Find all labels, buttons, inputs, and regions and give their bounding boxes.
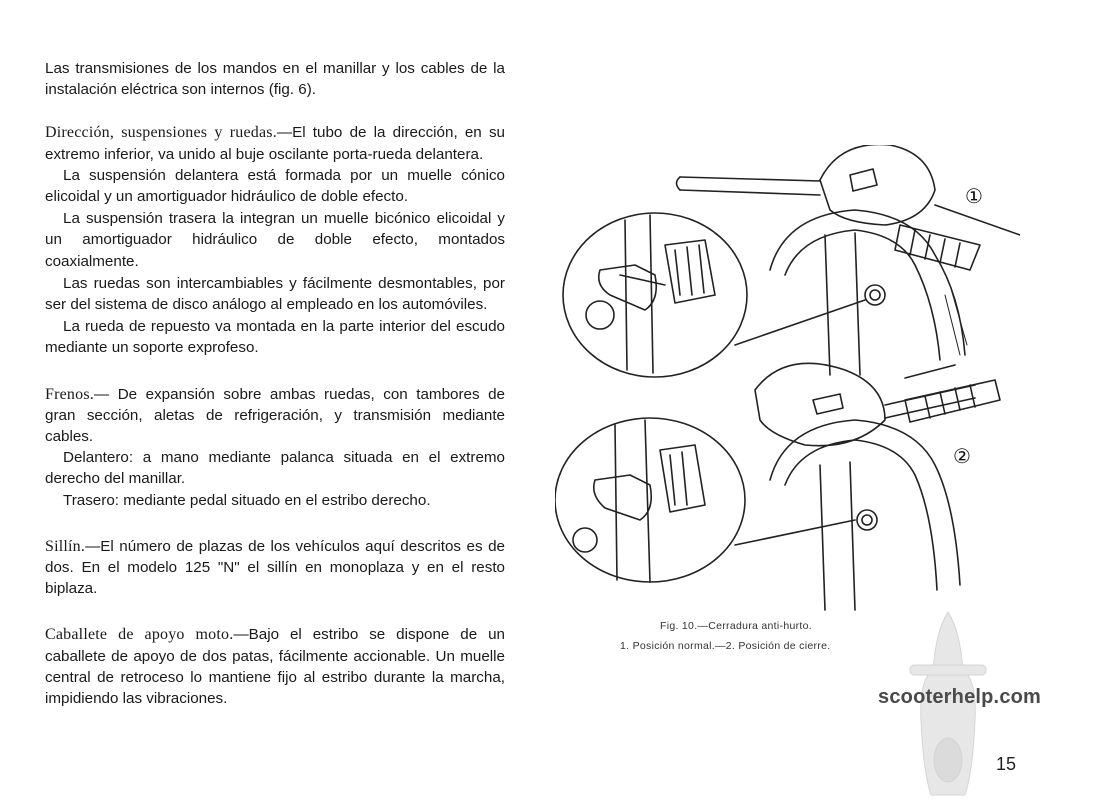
page-number: 15: [996, 754, 1017, 774]
direccion-p4: Las ruedas son intercambiables y fácilmente desmontables, por ser del sistema de disco análogo al empleado en los automóviles.: [45, 274, 505, 314]
watermark-text: scooterhelp.com: [878, 686, 1042, 708]
frenos-heading: Frenos.: [45, 385, 94, 403]
figure-label-2: ②: [953, 444, 971, 468]
figure-caption: [620, 616, 920, 656]
frenos-p2: Delantero: a mano mediante palanca situada en el extremo derecho del manillar.: [45, 449, 505, 488]
caballete-heading: Caballete de apoyo moto.: [45, 626, 234, 644]
sillin-heading: Sillín.: [45, 537, 86, 555]
sillin-paragraph: [45, 536, 505, 600]
sillin-text: —El número de plazas de los vehículos aquí descritos es de dos. En el modelo 125 "N" el sillín en monoplaza y en el resto biplaza.: [45, 537, 505, 598]
caballete-paragraph: [45, 624, 505, 709]
frenos-text: — De expansión sobre ambas ruedas, con tambores de gran sección, aletas de refrigeración, y transmisión mediante cables.: [45, 385, 505, 446]
main-text-column: [45, 58, 505, 709]
intro-paragraph: Las transmisiones de los mandos en el manillar y los cables de la instalación eléctrica son internos (fig. 6).: [45, 60, 505, 99]
figure-caption-legend: 1. Posición normal.—2. Posición de cierre.: [620, 640, 831, 652]
lock-drawing-normal: [563, 145, 1020, 377]
direccion-heading: Dirección, suspensiones y ruedas.: [45, 124, 277, 142]
frenos-p3: Trasero: mediante pedal situado en el estribo derecho.: [63, 491, 431, 509]
frenos-paragraph: [45, 384, 505, 448]
figure-label-1: ①: [965, 184, 983, 208]
direccion-paragraph: [45, 122, 505, 164]
direccion-p5: La rueda de repuesto va montada en la parte interior del escudo mediante un soporte exprofeso.: [45, 318, 505, 357]
caballete-text: —Bajo el estribo se dispone de un caballete de apoyo de dos patas, fácilmente accionable. Un muelle central de retroceso lo mantiene fijo al estribo durante la marcha, impidiendo las vibraciones.: [45, 626, 506, 708]
direccion-p3: La suspensión trasera la integran un muelle bicónico elicoidal y un amortiguador hidráulico de doble efecto, montados coaxialmente.: [45, 210, 505, 270]
direccion-p2: La suspensión delantera está formada por un muelle cónico elicoidal y un amortiguador hidráulico de doble efecto.: [45, 166, 505, 206]
direccion-text: —El tubo de la dirección, en su extremo inferior, va unido al buje oscilante porta-rueda delantera.: [45, 124, 505, 163]
figure-caption-title: Fig. 10.—Cerradura anti-hurto.: [660, 620, 812, 632]
anti-theft-lock-illustration: [555, 145, 1020, 615]
lock-drawing-closed: [555, 363, 1000, 610]
